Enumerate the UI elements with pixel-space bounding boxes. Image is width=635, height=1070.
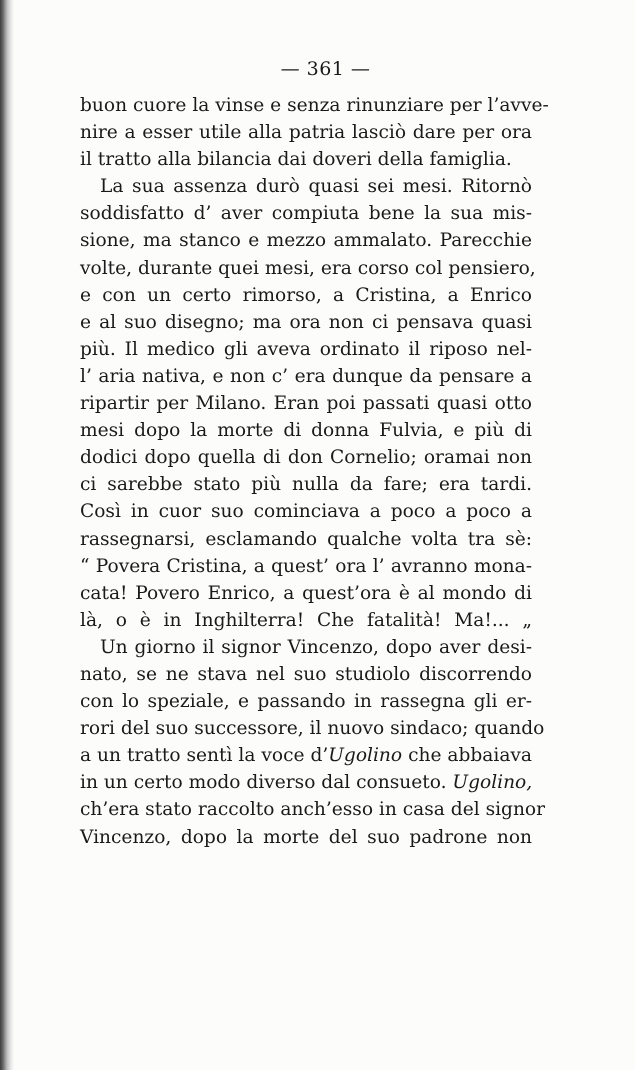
text-line bbox=[80, 742, 532, 769]
text-line: sione, ma stanco e mezzo ammalato. Parecchie bbox=[80, 230, 532, 252]
binding-edge bbox=[0, 0, 14, 1070]
text-line: là, o è in Inghilterra! Che fatalità! Ma!... „ bbox=[80, 609, 532, 631]
text-line: mesi dopo la morte di donna Fulvia, e più di bbox=[80, 420, 532, 442]
text-line: e al suo disegno; ma ora non ci pensava quasi bbox=[80, 311, 532, 333]
italic-name: Ugolino, bbox=[452, 772, 533, 794]
text-line: cata! Povero Enrico, a quest’ora è al mondo di bbox=[80, 582, 532, 604]
text-line bbox=[80, 769, 532, 796]
text-line: l’ aria nativa, e non c’ era dunque da pensare a bbox=[80, 365, 532, 387]
text-line: La sua assenza durò quasi sei mesi. Ritornò bbox=[100, 176, 532, 198]
text-line: Vincenzo, dopo la morte del suo padrone non bbox=[80, 826, 532, 848]
text-line: Un giorno il signor Vincenzo, dopo aver desi- bbox=[100, 636, 532, 658]
page-number: — 361 — bbox=[280, 58, 371, 80]
text-line: rassegnarsi, esclamando qualche volta tra sè: bbox=[80, 528, 532, 550]
text-segment: che abbaiava bbox=[402, 745, 533, 767]
text-line: soddisfatto d’ aver compiuta bene la sua mis- bbox=[80, 203, 532, 225]
text-line: con lo speziale, e passando in rassegna gli er- bbox=[80, 691, 532, 713]
text-line: “ Povera Cristina, a quest’ ora l’ avranno mona- bbox=[80, 555, 532, 577]
text-line: ch’era stato raccolto anch’esso in casa del signor bbox=[80, 799, 546, 821]
text-line: ripartir per Milano. Eran poi passati quasi otto bbox=[80, 393, 532, 415]
text-line: Così in cuor suo cominciava a poco a poco a bbox=[80, 501, 532, 523]
text-line: il tratto alla bilancia dai doveri della famiglia. bbox=[80, 149, 512, 171]
text-line: nato, se ne stava nel suo studiolo discorrendo bbox=[80, 663, 532, 685]
text-line: buon cuore la vinse e senza rinunziare per l’avve- bbox=[80, 95, 549, 116]
body-text bbox=[80, 92, 549, 851]
italic-name: Ugolino bbox=[328, 745, 403, 767]
text-line: e con un certo rimorso, a Cristina, a Enrico bbox=[80, 284, 532, 306]
text-line: rori del suo successore, il nuovo sindaco; quando bbox=[80, 718, 545, 740]
text-segment: in un certo modo diverso dal consueto. bbox=[80, 772, 453, 794]
text-line: volte, durante quei mesi, era corso col pensiero, bbox=[80, 257, 536, 279]
text-line: più. Il medico gli aveva ordinato il riposo nel- bbox=[80, 338, 532, 360]
text-segment: a un tratto sentì la voce d’ bbox=[80, 745, 329, 767]
text-line: ci sarebbe stato più nulla da fare; era tardi. bbox=[80, 474, 532, 496]
text-line: dodici dopo quella di don Cornelio; oramai non bbox=[80, 447, 532, 469]
text-line: nire a esser utile alla patria lasciò dare per ora bbox=[80, 122, 532, 144]
